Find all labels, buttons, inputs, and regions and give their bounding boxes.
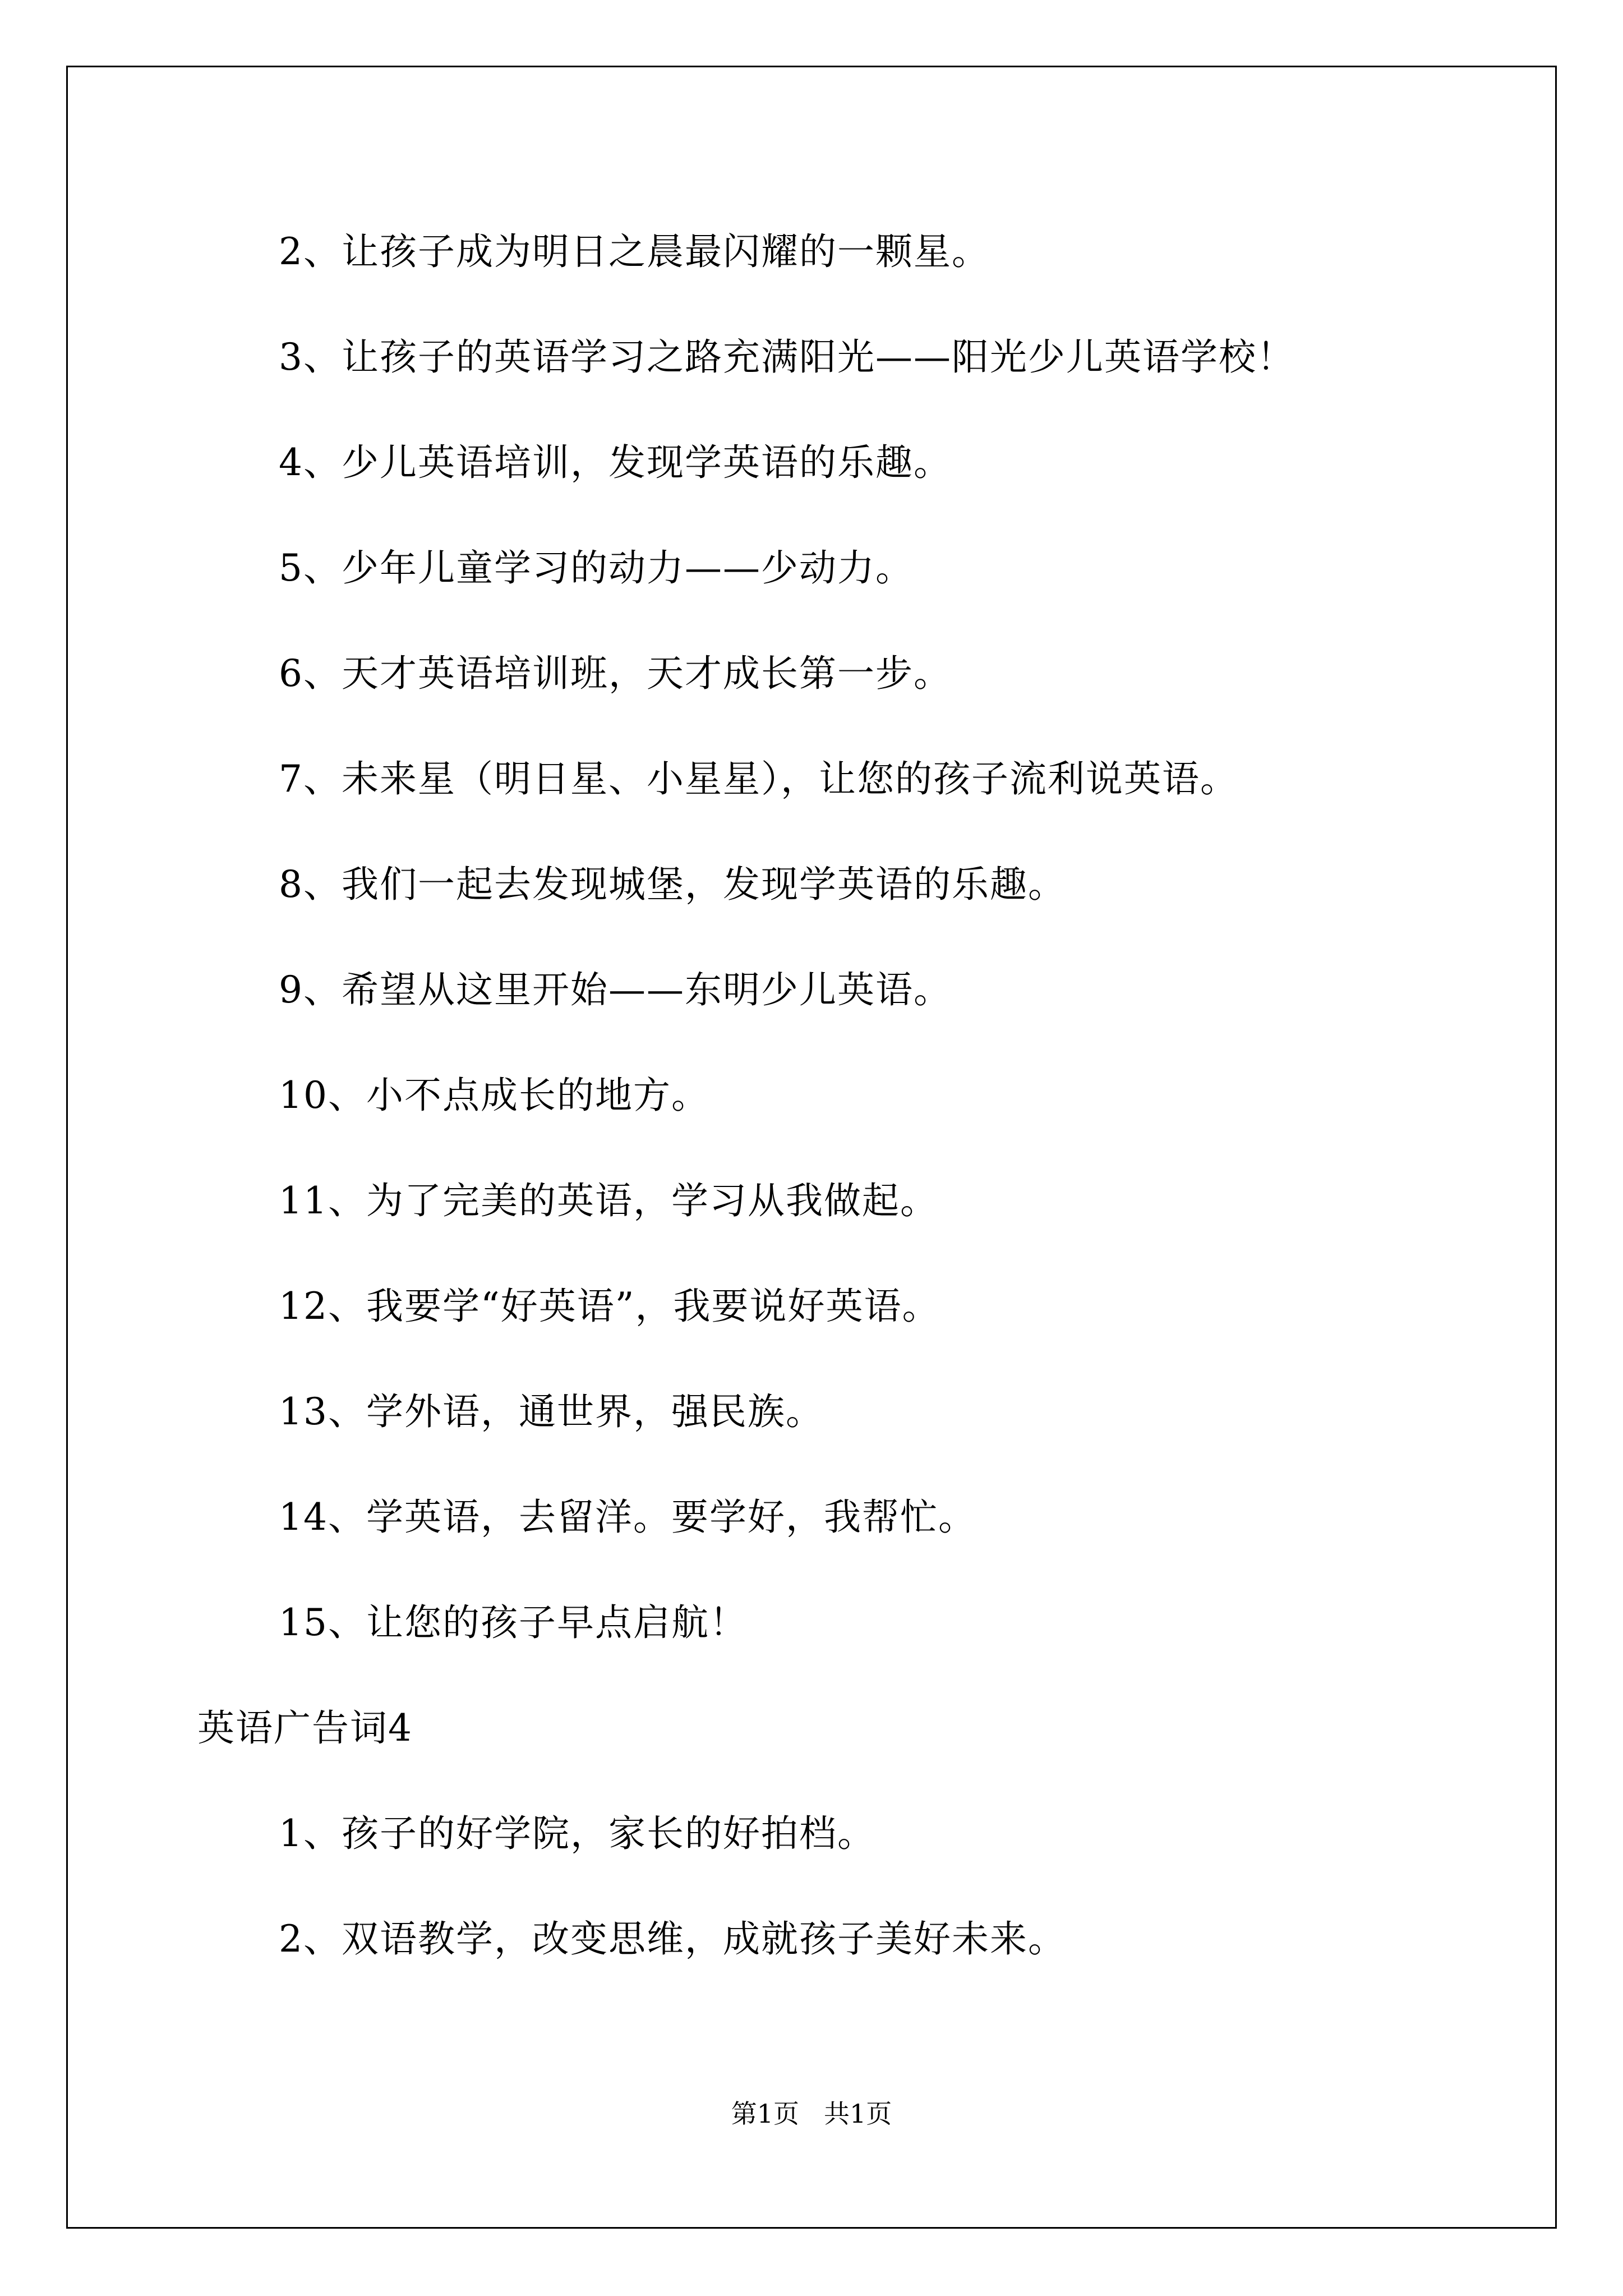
list-item: 15、让您的孩子早点启航！: [279, 1601, 748, 1644]
list-item: 7、未来星（明日星、小星星），让您的孩子流利说英语。: [279, 757, 1238, 800]
section-heading: 英语广告词4: [197, 1706, 413, 1750]
page-number: 第1页: [731, 2099, 799, 2129]
list-item: 9、希望从这里开始——东明少儿英语。: [279, 968, 952, 1011]
list-item: 10、小不点成长的地方。: [279, 1074, 709, 1117]
page-border: [66, 66, 1557, 2229]
list-item: 2、让孩子成为明日之晨最闪耀的一颗星。: [279, 230, 990, 273]
list-item: 13、学外语，通世界，强民族。: [279, 1390, 824, 1433]
list-item: 14、学英语，去留洋。要学好，我帮忙。: [279, 1496, 976, 1539]
list-item: 8、我们一起去发现城堡，发现学英语的乐趣。: [279, 863, 1066, 906]
page-total: 共1页: [824, 2099, 892, 2129]
list-item: 12、我要学“好英语”，我要说好英语。: [279, 1285, 940, 1328]
page-footer: [0, 2097, 1623, 2131]
list-item: 6、天才英语培训班，天才成长第一步。: [279, 652, 952, 695]
list-item: 1、孩子的好学院，家长的好拍档。: [279, 1812, 875, 1855]
list-item: 5、少年儿童学习的动力——少动力。: [279, 546, 914, 590]
list-item: 11、为了完美的英语，学习从我做起。: [279, 1179, 938, 1222]
list-item: 4、少儿英语培训，发现学英语的乐趣。: [279, 441, 952, 484]
list-item: 3、让孩子的英语学习之路充满阳光——阳光少儿英语学校！: [279, 335, 1295, 379]
list-item: 2、双语教学，改变思维，成就孩子美好未来。: [279, 1917, 1066, 1961]
